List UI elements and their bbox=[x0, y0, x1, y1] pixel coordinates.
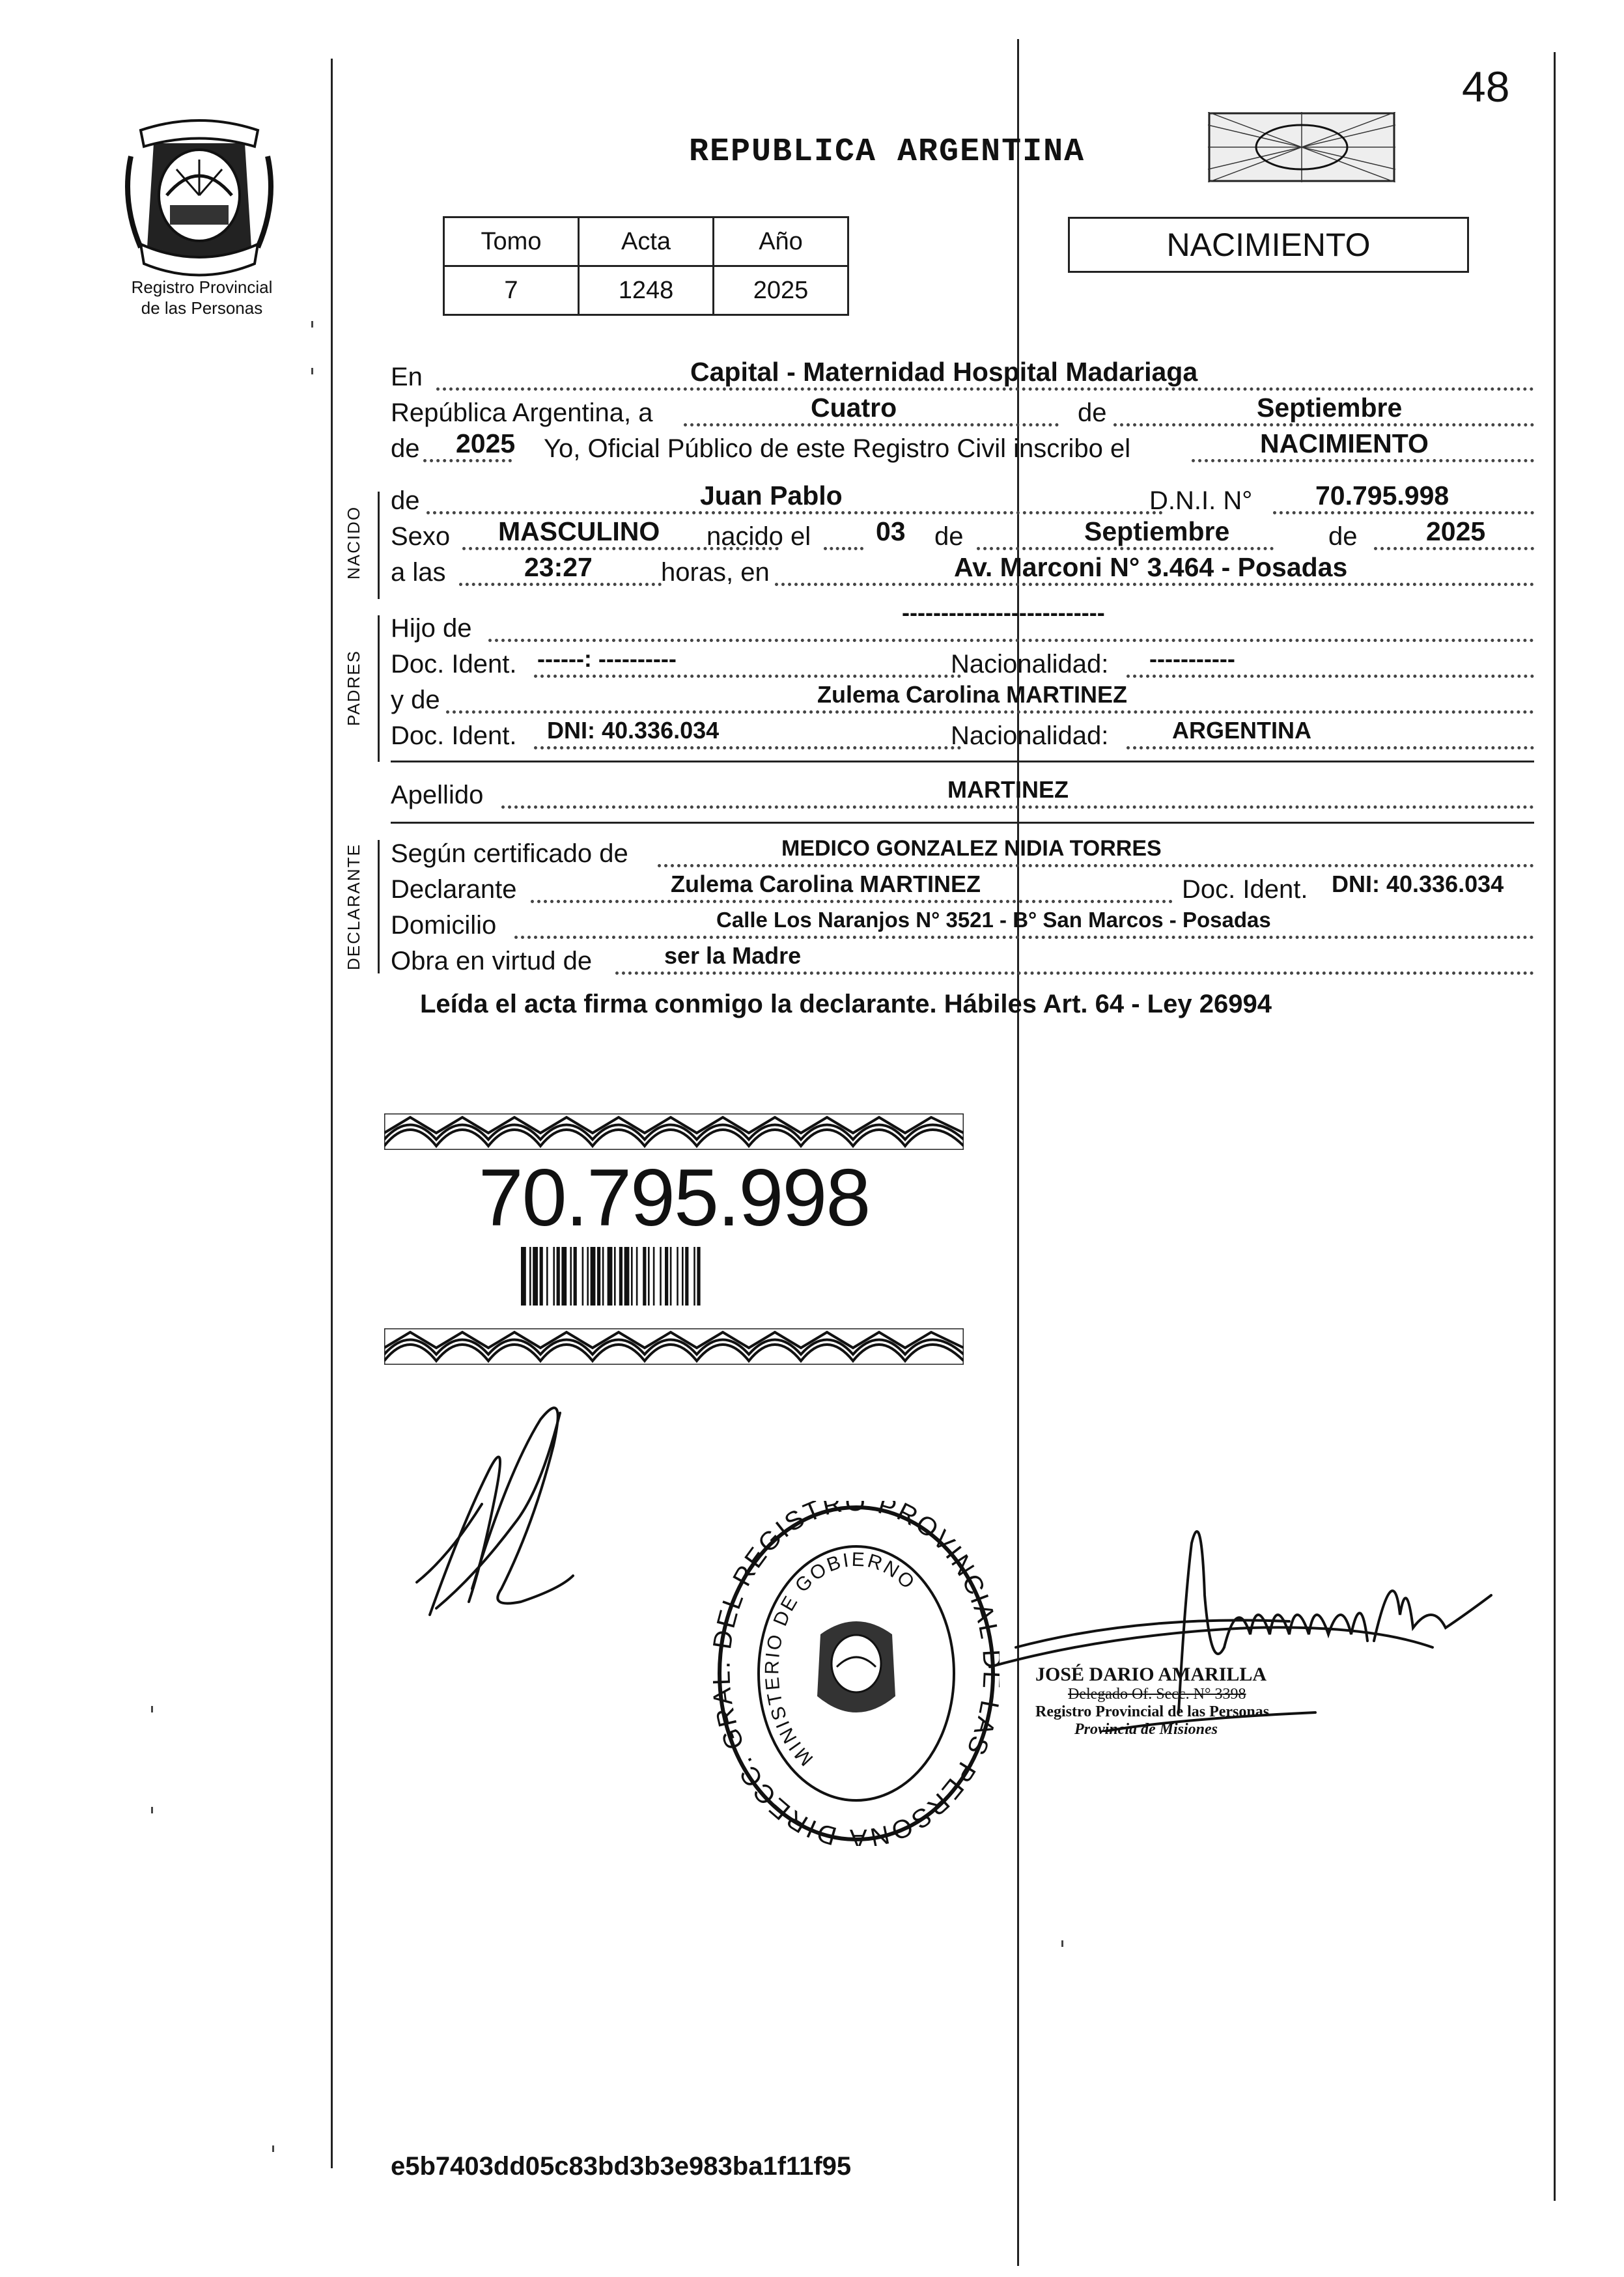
republica-label: República Argentina, a bbox=[391, 398, 653, 427]
lugar-value: Capital - Maternidad Hospital Madariaga bbox=[690, 357, 1198, 387]
declarante-label: Declarante bbox=[391, 875, 517, 904]
certificado-label: Según certificado de bbox=[391, 839, 628, 868]
anio-header: Año bbox=[714, 217, 848, 266]
scan-mark bbox=[151, 1706, 153, 1712]
tomo-acta-anio-table bbox=[443, 216, 849, 316]
official-role: Delegado Of. Secc. N° 3398 bbox=[1068, 1686, 1246, 1703]
barcode-bar bbox=[643, 1247, 646, 1306]
nacido-bracket bbox=[378, 492, 380, 599]
tipo-value: NACIMIENTO bbox=[1260, 428, 1429, 458]
padre-nac-label: Nacionalidad: bbox=[951, 650, 1109, 678]
barcode-bar bbox=[631, 1247, 633, 1306]
madre-nac-label: Nacionalidad: bbox=[951, 721, 1109, 750]
line-domicilio bbox=[391, 908, 1534, 947]
barcode-block bbox=[384, 1113, 964, 1368]
barcode-bar bbox=[614, 1247, 616, 1306]
official-name: JOSÉ DARIO AMARILLA bbox=[1035, 1664, 1267, 1685]
declarante-section-label: DECLARANTE bbox=[344, 843, 363, 970]
horas-en-label: horas, en bbox=[661, 558, 770, 587]
barcode-bar bbox=[521, 1247, 526, 1306]
domicilio-value: Calle Los Naranjos N° 3521 - B° San Marcos - Posadas bbox=[716, 908, 1271, 932]
anio-value-text: 2025 bbox=[456, 428, 516, 458]
barcode-bar bbox=[591, 1247, 596, 1306]
de2-label: de bbox=[391, 434, 420, 463]
doc-type-box: NACIMIENTO bbox=[1068, 217, 1469, 273]
closing-statement: Leída el acta firma conmigo la declarante. Hábiles Art. 64 - Ley 26994 bbox=[420, 990, 1272, 1018]
dni-label: D.N.I. N° bbox=[1149, 486, 1253, 515]
scan-mark bbox=[1061, 1940, 1063, 1947]
declarante-nombre: Zulema Carolina MARTINEZ bbox=[671, 871, 981, 897]
de-label: de bbox=[1078, 398, 1107, 427]
logo-caption-line1: Registro Provincial bbox=[131, 277, 273, 297]
scan-mark bbox=[151, 1807, 153, 1813]
barcode-bar bbox=[619, 1247, 623, 1306]
padre-value: -------------------------- bbox=[902, 599, 1105, 626]
sexo-value: MASCULINO bbox=[498, 516, 660, 546]
tomo-value: 7 bbox=[444, 266, 579, 315]
stamp-crest-icon bbox=[817, 1621, 895, 1712]
barcode-bar bbox=[561, 1247, 567, 1306]
nacido-section-label: NACIDO bbox=[344, 505, 363, 580]
nacido-nombre: Juan Pablo bbox=[700, 481, 843, 510]
barcode-bar bbox=[587, 1247, 589, 1306]
page-number: 48 bbox=[1462, 63, 1510, 111]
declarante-bracket bbox=[378, 840, 380, 973]
nacido-de-label3: de bbox=[1328, 522, 1358, 551]
nacido-de-label2: de bbox=[934, 522, 964, 551]
padre-nac: ----------- bbox=[1149, 645, 1235, 672]
barcode-bar bbox=[574, 1247, 577, 1306]
nacido-anio: 2025 bbox=[1426, 516, 1486, 546]
nacido-el-label: nacido el bbox=[707, 522, 811, 551]
barcode-bar bbox=[582, 1247, 584, 1306]
barcode-bar bbox=[533, 1247, 538, 1306]
barcode-bar bbox=[546, 1247, 548, 1306]
official-oval-stamp bbox=[713, 1501, 1000, 1846]
hora-value: 23:27 bbox=[524, 552, 593, 582]
domicilio-label: Domicilio bbox=[391, 911, 497, 940]
barcode-bar bbox=[553, 1247, 555, 1306]
barcode-bar bbox=[660, 1247, 662, 1306]
declarante-doc: DNI: 40.336.034 bbox=[1332, 871, 1504, 897]
barcode-bar bbox=[597, 1247, 600, 1306]
barcode-bar bbox=[693, 1247, 695, 1306]
official-org: Registro Provincial de las Personas bbox=[1035, 1703, 1270, 1720]
document-hash: e5b7403dd05c83bd3b3e983ba1f11f95 bbox=[391, 2152, 852, 2181]
line-anio bbox=[391, 428, 1534, 470]
certificado-value: MEDICO GONZALEZ NIDIA TORRES bbox=[781, 836, 1162, 861]
mes-value: Septiembre bbox=[1257, 393, 1403, 423]
acta-value: 1248 bbox=[579, 266, 714, 315]
barcode-bars bbox=[521, 1247, 824, 1306]
logo-caption bbox=[107, 277, 296, 318]
scan-mark bbox=[272, 2145, 274, 2152]
official-name-block bbox=[1035, 1664, 1374, 1739]
nacido-dia: 03 bbox=[876, 516, 906, 546]
en-label: En bbox=[391, 363, 423, 391]
dia-value: Cuatro bbox=[811, 393, 897, 423]
rule-before-apellido bbox=[391, 761, 1534, 762]
security-band-bottom bbox=[384, 1328, 964, 1365]
nacido-mes: Septiembre bbox=[1084, 516, 1230, 546]
nacido-dni: 70.795.998 bbox=[1315, 481, 1449, 510]
logo-caption-line2: de las Personas bbox=[141, 298, 263, 318]
barcode-bar bbox=[540, 1247, 543, 1306]
sexo-label: Sexo bbox=[391, 522, 451, 551]
barcode-bar bbox=[697, 1247, 700, 1306]
line-madre-doc bbox=[391, 717, 1534, 757]
right-margin-line bbox=[1554, 52, 1556, 2201]
apellido-label: Apellido bbox=[391, 781, 484, 809]
barcode-bar bbox=[677, 1247, 679, 1306]
madre-doc-label: Doc. Ident. bbox=[391, 721, 517, 750]
y-de-label: y de bbox=[391, 686, 440, 714]
document-title: REPUBLICA ARGENTINA bbox=[689, 133, 1085, 171]
anio-value: 2025 bbox=[714, 266, 848, 315]
barcode-bar bbox=[636, 1247, 638, 1306]
security-band-top bbox=[384, 1113, 964, 1150]
left-margin-line bbox=[331, 59, 333, 2168]
padres-bracket bbox=[378, 615, 380, 762]
hijo-de-label: Hijo de bbox=[391, 614, 472, 643]
madre-doc: DNI: 40.336.034 bbox=[547, 717, 720, 744]
barcode-bar bbox=[665, 1247, 668, 1306]
barcode-bar bbox=[557, 1247, 560, 1306]
line-apellido bbox=[391, 776, 1534, 817]
barcode-bar bbox=[682, 1247, 684, 1306]
rule-after-apellido bbox=[391, 822, 1534, 824]
line-hora bbox=[391, 552, 1534, 594]
padre-doc-label: Doc. Ident. bbox=[391, 650, 517, 678]
misiones-crest-logo bbox=[115, 117, 284, 280]
obra-label: Obra en virtud de bbox=[391, 947, 593, 975]
declarant-signature bbox=[410, 1393, 593, 1628]
stamp-outer-text: DIRECC. GR EL REGISTRO PROVINCIA AS PERSONA bbox=[713, 1501, 1000, 1846]
security-hologram bbox=[1208, 112, 1395, 182]
nacido-de-label: de bbox=[391, 486, 420, 515]
barcode-bar bbox=[570, 1247, 572, 1306]
padre-doc: ------: ---------- bbox=[537, 645, 677, 672]
oficial-text: Yo, Oficial Público de este Registro Civil inscribo el bbox=[544, 434, 1131, 463]
acta-header: Acta bbox=[579, 217, 714, 266]
declarante-doc-label: Doc. Ident. bbox=[1182, 875, 1308, 904]
barcode-bar bbox=[624, 1247, 630, 1306]
scan-mark bbox=[311, 321, 313, 328]
barcode-bar bbox=[602, 1247, 604, 1306]
barcode-number: 70.795.998 bbox=[478, 1153, 870, 1243]
stamp-inner-text: MINISTERIO DE GOBIERNO bbox=[761, 1548, 920, 1770]
nacido-lugar: Av. Marconi N° 3.464 - Posadas bbox=[954, 552, 1348, 582]
official-province: Provincia de Misiones bbox=[1074, 1721, 1218, 1738]
barcode-bar bbox=[670, 1247, 672, 1306]
line-obra bbox=[391, 942, 1534, 983]
barcode-bar bbox=[685, 1247, 688, 1306]
apellido-value: MARTINEZ bbox=[947, 776, 1069, 803]
barcode-bar bbox=[648, 1247, 650, 1306]
barcode-bar bbox=[529, 1247, 531, 1306]
padres-section-label: PADRES bbox=[344, 650, 363, 726]
obra-value: ser la Madre bbox=[664, 942, 802, 969]
scan-mark bbox=[311, 368, 313, 374]
madre-nac: ARGENTINA bbox=[1172, 717, 1311, 744]
madre-nombre: Zulema Carolina MARTINEZ bbox=[817, 681, 1128, 708]
barcode-bar bbox=[653, 1247, 655, 1306]
tomo-header: Tomo bbox=[444, 217, 579, 266]
hora-label: a las bbox=[391, 558, 446, 587]
barcode-bar bbox=[608, 1247, 613, 1306]
